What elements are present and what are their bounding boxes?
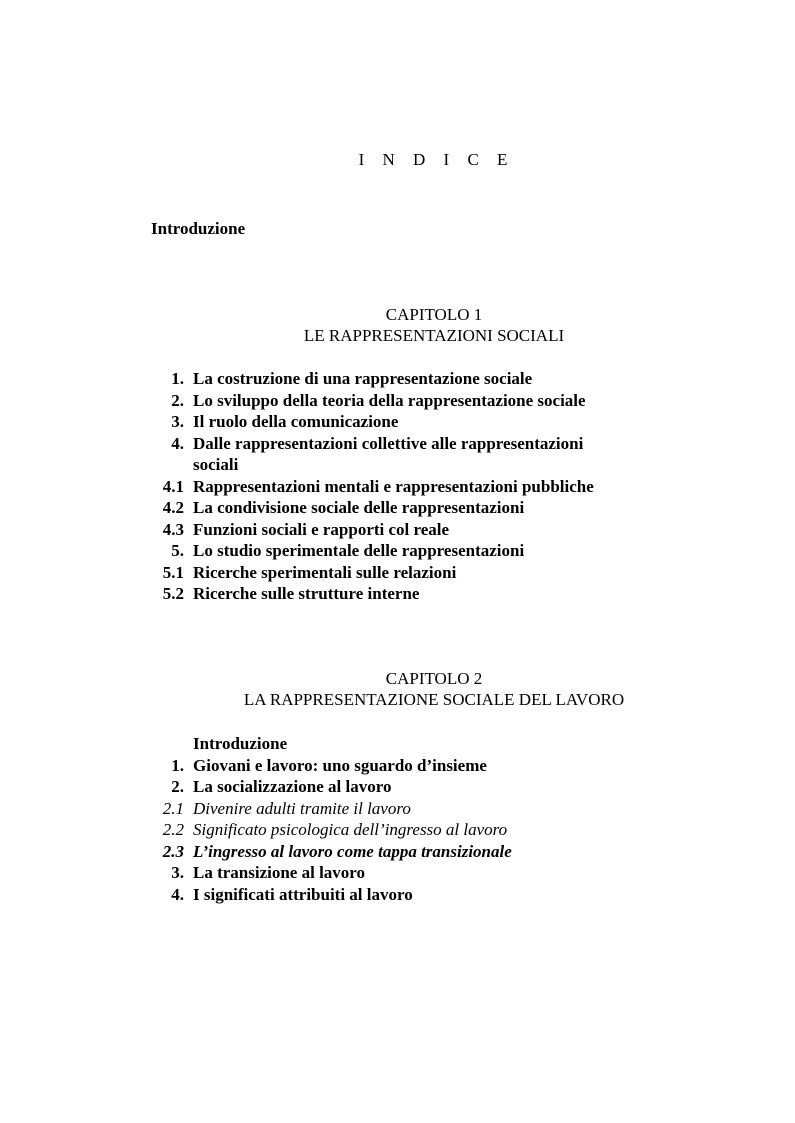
toc-entry-title: La socializzazione al lavoro bbox=[193, 777, 392, 796]
toc-entry-number: 4. bbox=[171, 433, 184, 453]
toc-entry-number: 2. bbox=[171, 390, 184, 410]
toc-entry-number: 5.2 bbox=[162, 584, 184, 603]
chapter-2-label: CAPITOLO 2 bbox=[385, 669, 483, 688]
toc-entry[interactable] bbox=[0, 862, 795, 884]
introduction-heading: Introduzione bbox=[151, 219, 246, 238]
toc-entry[interactable] bbox=[0, 433, 795, 455]
toc-entry-number: 2.1 bbox=[162, 798, 184, 818]
toc-entry-title: Il ruolo della comunicazione bbox=[193, 412, 399, 431]
toc-entry-title: Funzioni sociali e rapporti col reale bbox=[193, 519, 450, 539]
chapter-2-title: LA RAPPRESENTAZIONE SOCIALE DEL LAVORO bbox=[243, 690, 625, 709]
toc-entry-title: Significato psicologica dell’ingresso al lavoro bbox=[193, 820, 508, 839]
toc-entry[interactable] bbox=[0, 798, 795, 820]
toc-entry-number: 2.2 bbox=[162, 820, 184, 839]
toc-entry-title: La transizione al lavoro bbox=[193, 863, 366, 882]
toc-entry-number: 5. bbox=[171, 541, 184, 560]
toc-entry[interactable] bbox=[0, 390, 795, 412]
toc-entry[interactable] bbox=[0, 411, 795, 433]
toc-entry[interactable] bbox=[0, 562, 795, 584]
toc-entry[interactable] bbox=[0, 583, 795, 605]
toc-entry[interactable] bbox=[0, 476, 795, 498]
toc-entry[interactable] bbox=[0, 841, 795, 863]
chapter-1-label: CAPITOLO 1 bbox=[385, 305, 483, 324]
toc-entry[interactable] bbox=[0, 755, 795, 777]
chapter-2-heading bbox=[0, 668, 795, 710]
toc-entry-number: 1. bbox=[171, 755, 184, 775]
toc-entry-title: Ricerche sperimentali sulle relazioni bbox=[193, 562, 457, 582]
toc-entry-number: 3. bbox=[171, 863, 184, 882]
toc-entry-title: Ricerche sulle strutture interne bbox=[193, 584, 420, 603]
toc-entry-title: sociali bbox=[193, 455, 239, 474]
toc-entry-number: 3. bbox=[171, 412, 184, 431]
toc-entry-title: I significati attribuiti al lavoro bbox=[193, 884, 413, 904]
chapter-1-title: LE RAPPRESENTAZIONI SOCIALI bbox=[303, 326, 565, 345]
toc-entry-title: Introduzione bbox=[193, 734, 288, 753]
toc-entry-number: 1. bbox=[171, 369, 184, 388]
toc-entry-title: Giovani e lavoro: uno sguardo d’insieme bbox=[193, 755, 487, 775]
toc-entry-title: L’ingresso al lavoro come tappa transizionale bbox=[193, 841, 512, 861]
toc-entry-number: 5.1 bbox=[162, 562, 184, 582]
toc-entry[interactable] bbox=[0, 884, 795, 906]
toc-entry-title: Lo sviluppo della teoria della rappresentazione sociale bbox=[193, 390, 586, 410]
page-title: I N D I C E bbox=[358, 150, 515, 169]
toc-entry-number: 4. bbox=[171, 884, 184, 904]
toc-entry-number: 2.3 bbox=[162, 841, 184, 861]
toc-entry-title: Divenire adulti tramite il lavoro bbox=[193, 798, 411, 818]
toc-entry-number: 4.3 bbox=[162, 519, 184, 539]
toc-entry[interactable] bbox=[0, 776, 795, 798]
toc-entry[interactable] bbox=[0, 368, 795, 390]
toc-entry-title: Lo studio sperimentale delle rappresentazioni bbox=[193, 541, 525, 560]
toc-entry[interactable] bbox=[0, 733, 795, 755]
chapter-1-heading bbox=[0, 304, 795, 346]
toc-entry[interactable] bbox=[0, 497, 795, 519]
toc-entry-number: 4.1 bbox=[162, 476, 184, 496]
toc-entry-number: 4.2 bbox=[162, 498, 184, 517]
toc-entry-title: La condivisione sociale delle rappresentazioni bbox=[193, 498, 525, 517]
toc-entry[interactable] bbox=[0, 540, 795, 562]
toc-entry-title: La costruzione di una rappresentazione sociale bbox=[193, 369, 533, 388]
toc-entry[interactable] bbox=[0, 819, 795, 841]
toc-entry-number: 2. bbox=[171, 777, 184, 796]
toc-entry-continuation[interactable] bbox=[0, 454, 795, 476]
toc-entry-title: Dalle rappresentazioni collettive alle rappresentazioni bbox=[193, 433, 584, 453]
toc-entry-title: Rappresentazioni mentali e rappresentazioni pubbliche bbox=[193, 476, 594, 496]
toc-entry[interactable] bbox=[0, 519, 795, 541]
